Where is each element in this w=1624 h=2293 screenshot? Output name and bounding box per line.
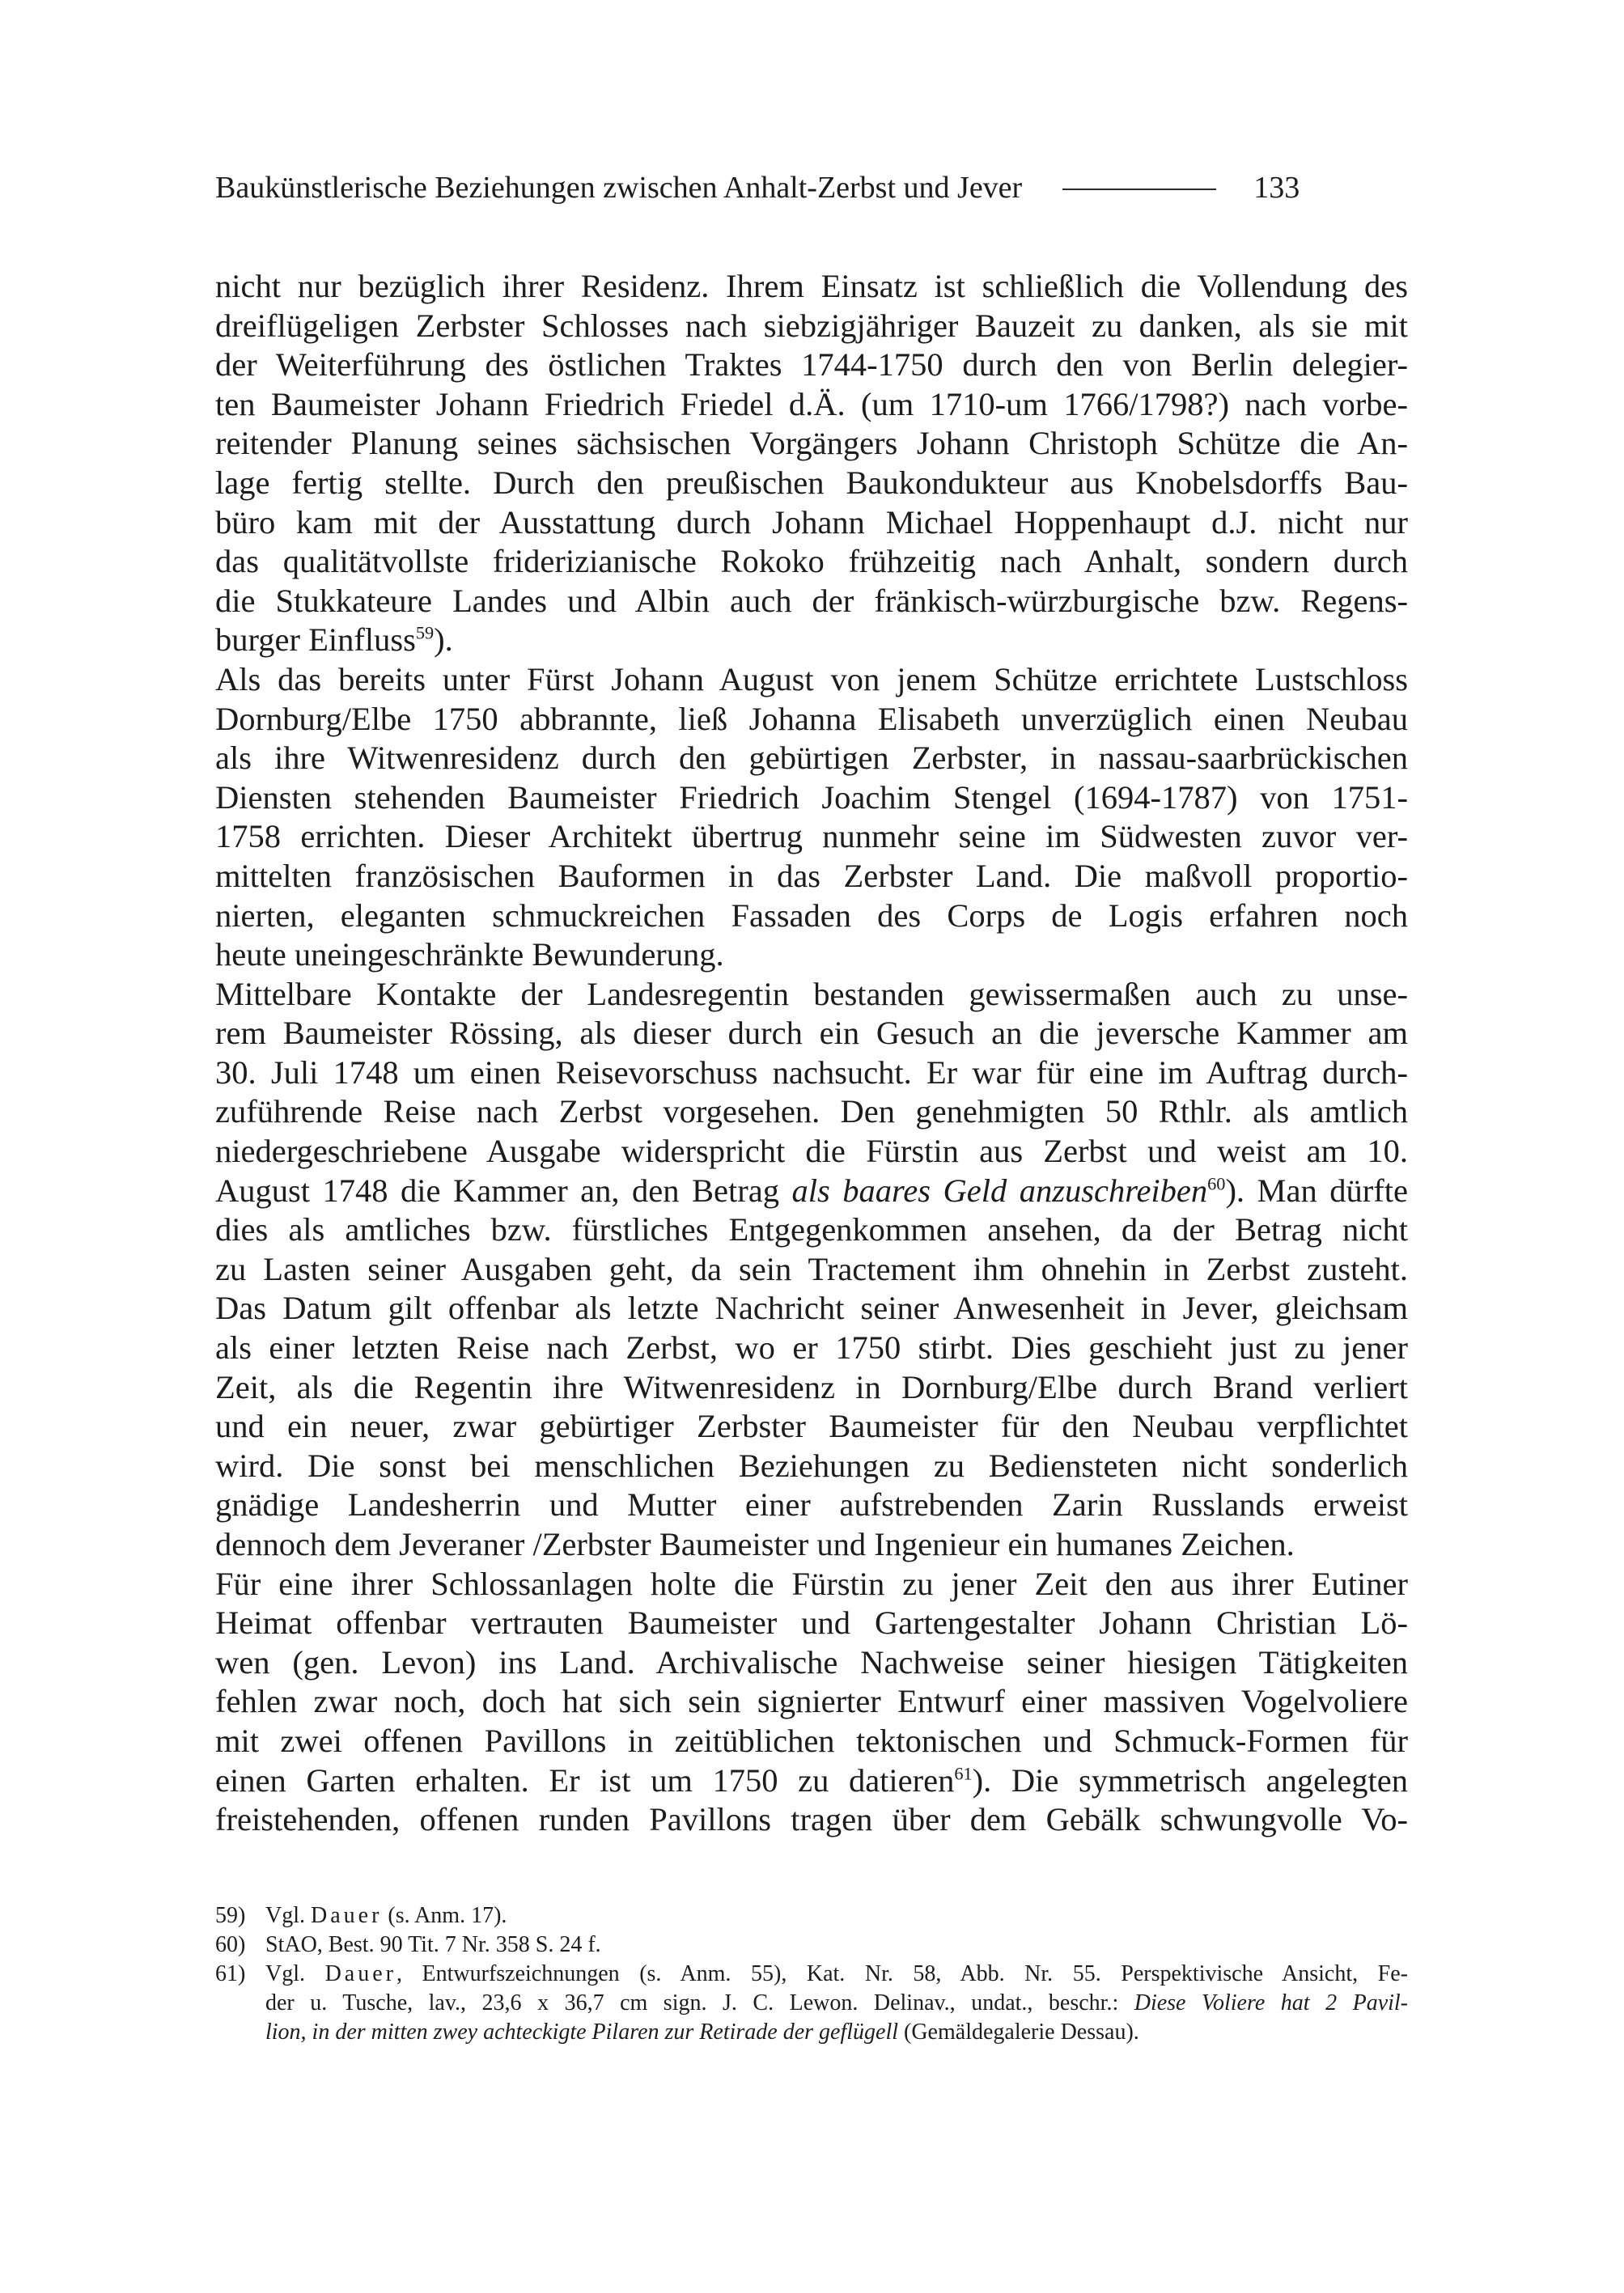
text-line: Zeit, als die Regentin ihre Witwenresidenz in Dornburg/Elbe durch Brand verliert — [215, 1368, 1408, 1405]
text-fragment: (Gemäldegalerie Dessau). — [898, 2020, 1139, 2045]
text-line: Mittelbare Kontakte der Landesregentin bestanden gewissermaßen auch zu unse- — [215, 975, 1408, 1012]
text-fragment: burger Einfluss — [215, 621, 416, 659]
text-line: Als das bereits unter Fürst Johann August von jenem Schütze errichtete Lustschloss — [215, 660, 1408, 697]
footnote-ref-59: 59 — [415, 622, 435, 643]
text-fragment: Vgl. — [265, 1903, 311, 1928]
footnote-number: 60) — [215, 1932, 246, 1957]
text-line: büro kam mit der Ausstattung durch Johann Michael Hoppenhaupt d.J. nicht nur — [215, 503, 1408, 540]
text-line: Heimat offenbar vertrauten Baumeister und Gartengestalter Johann Christian Lö- — [215, 1604, 1408, 1642]
footnote-number: 59) — [215, 1903, 246, 1928]
footnote-line — [265, 1960, 1408, 1989]
text-line: dreiflügeligen Zerbster Schlosses nach siebzigjähriger Bauzeit zu danken, als sie mit — [215, 307, 1408, 344]
text-line: reitender Planung seines sächsischen Vorgängers Johann Christoph Schütze die An- — [215, 425, 1408, 462]
text-line — [215, 621, 1408, 660]
main-text — [215, 267, 1408, 1840]
footnote-number: 61) — [215, 1961, 246, 1986]
text-fragment: ). Die symmetrisch angelegten — [972, 1761, 1408, 1799]
text-line: mit zwei offenen Pavillons in zeitüblichen tektonischen und Schmuck-Formen für — [215, 1722, 1408, 1759]
text-line: und ein neuer, zwar gebürtiger Zerbster Baumeister für den Neubau verpflichtet — [215, 1408, 1408, 1445]
text-line: das qualitätvollste friderizianische Rokoko frühzeitig nach Anhalt, sondern durch — [215, 543, 1408, 580]
text-line: mittelten französischen Bauformen in das Zerbster Land. Die maßvoll proportio- — [215, 857, 1408, 894]
footnote-ref-61: 61 — [954, 1763, 973, 1784]
text-line: fehlen zwar noch, doch hat sich sein signierter Entwurf einer massiven Vogelvoliere — [215, 1683, 1408, 1720]
text-line: dies als amtliches bzw. fürstliches Entgegenkommen ansehen, da der Betrag nicht — [215, 1211, 1408, 1248]
text-fragment: einen Garten erhalten. Er ist um 1750 zu datieren — [215, 1761, 955, 1799]
text-line: freistehenden, offenen runden Pavillons tragen über dem Gebälk schwungvolle Vo- — [215, 1801, 1408, 1838]
text-line — [215, 1172, 1408, 1211]
text-line — [215, 1761, 1408, 1801]
text-line: lage fertig stellte. Durch den preußischen Baukondukteur aus Knobelsdorffs Bau- — [215, 464, 1408, 501]
text-line: zuführende Reise nach Zerbst vorgesehen. Den genehmigten 50 Rthlr. als amtlich — [215, 1093, 1408, 1130]
footnote-ref-60: 60 — [1207, 1173, 1226, 1194]
author-name: Dauer — [311, 1903, 383, 1928]
text-line: dennoch dem Jeveraner /Zerbster Baumeister und Ingenieur ein humanes Zeichen. — [215, 1526, 1295, 1562]
text-line: ten Baumeister Johann Friedrich Friedel d.Ä. (um 1710-um 1766/1798?) nach vorbe- — [215, 385, 1408, 422]
text-line: Dornburg/Elbe 1750 abbrannte, ließ Johanna Elisabeth unverzüglich einen Neubau — [215, 700, 1408, 737]
footnote-line — [265, 2018, 1408, 2047]
header-rule — [1062, 189, 1216, 190]
footnote-61 — [215, 1960, 1408, 2047]
footnote-text: StAO, Best. 90 Tit. 7 Nr. 358 S. 24 f. — [265, 1932, 601, 1957]
italic-quote: als baares Geld anzuschreiben — [791, 1172, 1208, 1209]
text-line: 30. Juli 1748 um einen Reisevorschuss nachsucht. Er war für eine im Auftrag durch- — [215, 1053, 1408, 1091]
text-line: als ihre Witwenresidenz durch den gebürtigen Zerbster, in nassau-saarbrückischen — [215, 740, 1408, 777]
footnote-text — [265, 1901, 1408, 1931]
text-fragment: ). Man dürfte — [1225, 1172, 1408, 1209]
footnote-line — [265, 1989, 1408, 2018]
text-line: Das Datum gilt offenbar als letzte Nachricht seiner Anwesenheit in Jever, gleichsam — [215, 1290, 1408, 1327]
text-fragment: der u. Tusche, lav., 23,6 x 36,7 cm sign. J. C. Lewon. Delinav., undat., beschr.: — [265, 1990, 1134, 2015]
text-fragment: (s. Anm. 17). — [382, 1903, 507, 1928]
text-line: wen (gen. Levon) ins Land. Archivalische Nachweise seiner hiesigen Tätigkeiten — [215, 1643, 1408, 1681]
text-fragment: ). — [434, 621, 453, 659]
running-title: Baukünstlerische Beziehungen zwischen Anhalt-Zerbst und Jever — [215, 171, 1023, 205]
text-line: zu Lasten seiner Ausgaben geht, da sein Tractement ihm ohnehin in Zerbst zusteht. — [215, 1250, 1408, 1287]
text-line: nierten, eleganten schmuckreichen Fassaden des Corps de Logis erfahren noch — [215, 896, 1408, 934]
italic-quote: lion, in der mitten zwey achteckigte Pilaren zur Retirade der geflügell — [265, 2020, 899, 2045]
text-line: Diensten stehenden Baumeister Friedrich Joachim Stengel (1694-1787) von 1751- — [215, 778, 1408, 816]
text-fragment: Vgl. — [265, 1961, 325, 1986]
text-line: 1758 errichten. Dieser Architekt übertrug nunmehr seine im Südwesten zuvor ver- — [215, 818, 1408, 855]
footnotes — [215, 1901, 1408, 2047]
author-name: Dauer — [324, 1961, 396, 1986]
text-line: heute uneingeschränkte Bewunderung. — [215, 936, 724, 973]
footnote-text — [265, 1960, 1408, 2047]
text-line: rem Baumeister Rössing, als dieser durch ein Gesuch an die jeversche Kammer am — [215, 1015, 1408, 1052]
text-fragment: August 1748 die Kammer an, den Betrag — [215, 1172, 792, 1209]
text-line: Für eine ihrer Schlossanlagen holte die Fürstin zu jener Zeit den aus ihrer Eutiner — [215, 1565, 1408, 1602]
text-line: als einer letzten Reise nach Zerbst, wo er 1750 stirbt. Dies geschieht just zu jener — [215, 1329, 1408, 1367]
text-fragment: , Entwurfszeichnungen (s. Anm. 55), Kat. Nr. 58, Abb. Nr. 55. Perspektivische Ansicht, Fe- — [396, 1961, 1408, 1986]
text-line: die Stukkateure Landes und Albin auch der fränkisch-würzburgische bzw. Regens- — [215, 582, 1408, 619]
text-line: niedergeschriebene Ausgabe widerspricht die Fürstin aus Zerbst und weist am 10. — [215, 1133, 1408, 1170]
text-line: wird. Die sonst bei menschlichen Beziehungen zu Bediensteten nicht sonderlich — [215, 1447, 1408, 1484]
footnote-59 — [215, 1901, 1408, 1931]
italic-quote: Diese Voliere hat 2 Pavil- — [1134, 1990, 1409, 2015]
footnote-60 — [215, 1931, 1408, 1960]
text-line: der Weiterführung des östlichen Traktes 1744-1750 durch den von Berlin delegier- — [215, 346, 1408, 384]
page-number: 133 — [1253, 171, 1300, 205]
running-header — [215, 168, 1408, 207]
text-line: nicht nur bezüglich ihrer Residenz. Ihrem Einsatz ist schließlich die Vollendung des — [215, 268, 1408, 304]
text-line: gnädige Landesherrin und Mutter einer aufstrebenden Zarin Russlands erweist — [215, 1486, 1408, 1524]
